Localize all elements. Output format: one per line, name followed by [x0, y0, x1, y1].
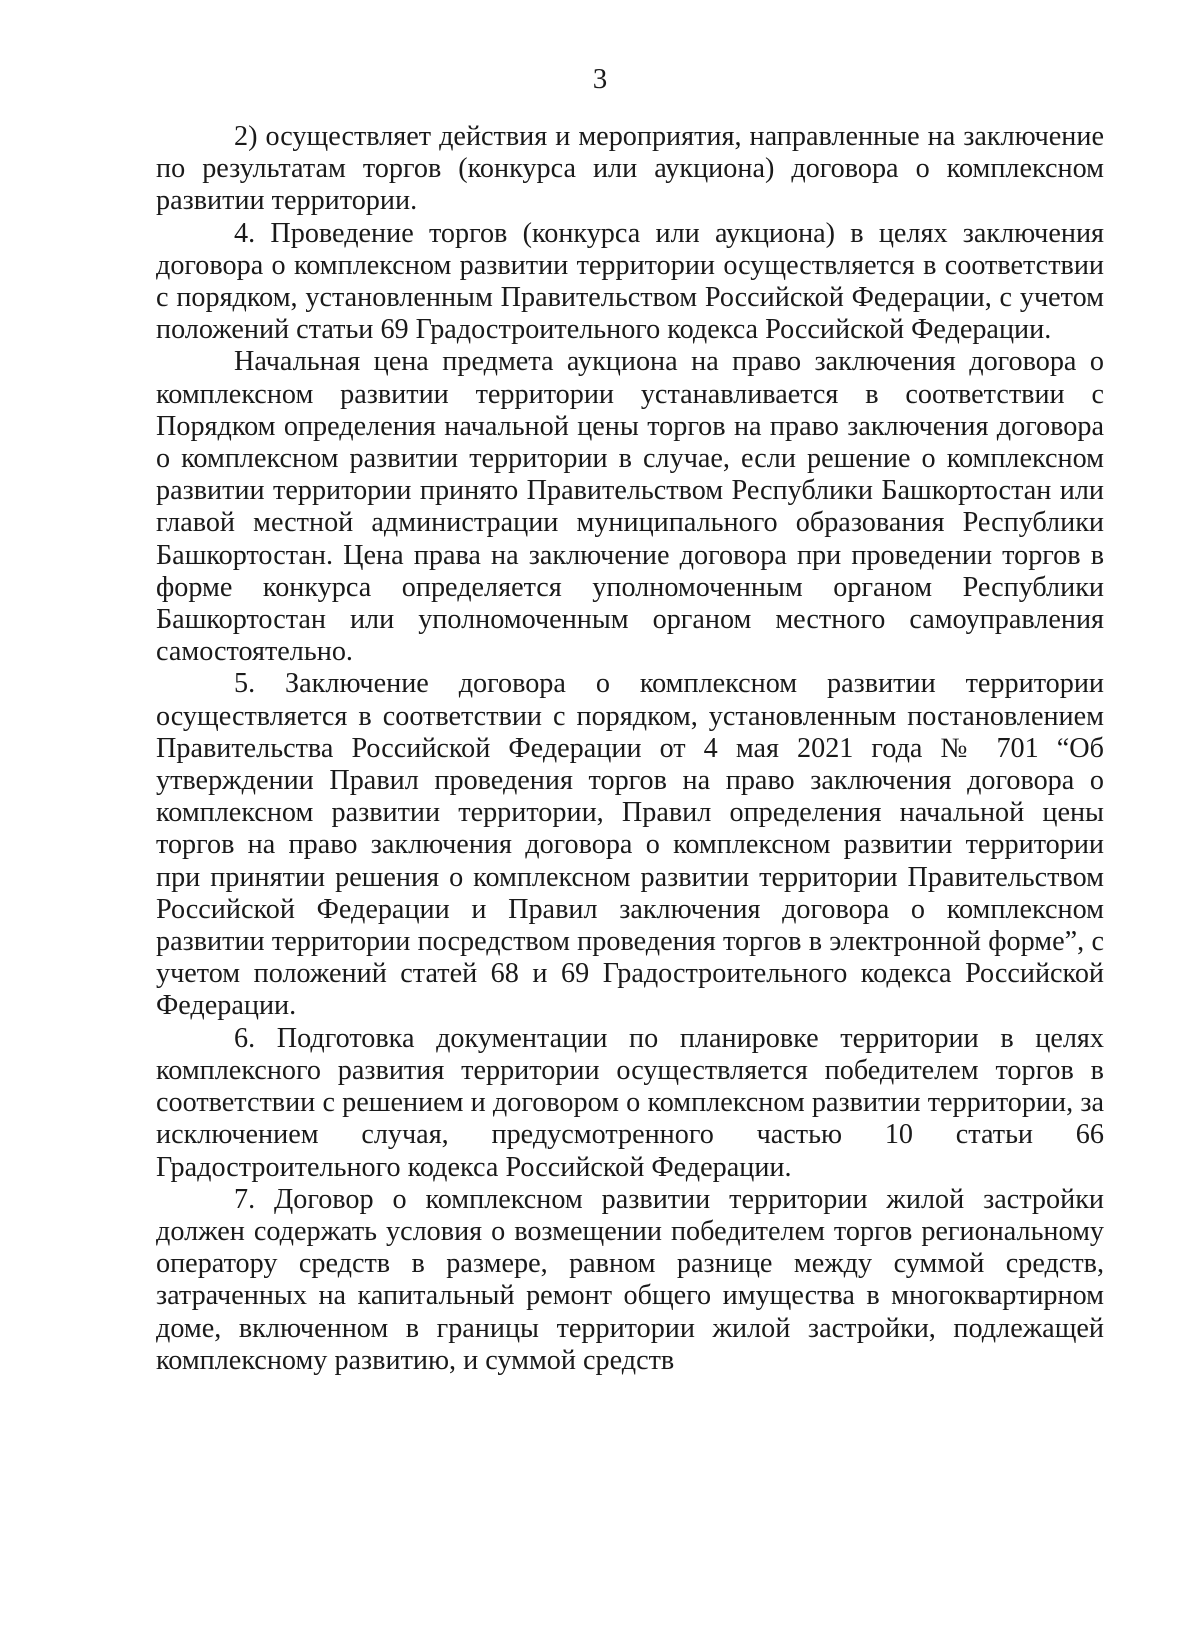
paragraph-clause-4: 4. Проведение торгов (конкурса или аукциона) в целях заключения договора о комплексном развитии территории осуществляется в соответствии с порядком, установленным Правительством Российской Федерации, с учетом положений статьи 69 Градостроительного кодекса Российской Федерации. — [156, 217, 1104, 346]
paragraph-item-2: 2) осуществляет действия и мероприятия, направленные на заключение по результатам торгов (конкурса или аукциона) договора о комплексном развитии территории. — [156, 121, 1104, 217]
page-number: 3 — [592, 63, 608, 95]
paragraph-initial-price: Начальная цена предмета аукциона на право заключения договора о комплексном развитии территории устанавливается в соответствии с Порядком определения начальной цены торгов на право заключения договора о комплексном развитии территории в случае, если решение о комплексном развитии территории принято Правительством Республики Башкортостан или главой местной администрации муниципального образования Республики Башкортостан. Цена права на заключение договора при проведении торгов в форме конкурса определяется уполномоченным органом Республики Башкортостан или уполномоченным органом местного самоуправления самостоятельно. — [156, 346, 1104, 668]
paragraph-clause-6: 6. Подготовка документации по планировке территории в целях комплексного развития территории осуществляется победителем торгов в соответствии с решением и договором о комплексном развитии территории, за исключением случая, предусмотренного частью 10 статьи 66 Градостроительного кодекса Российской Федерации. — [156, 1022, 1104, 1183]
paragraph-clause-5: 5. Заключение договора о комплексном развитии территории осуществляется в соответствии с порядком, установленным постановлением Правительства Российской Федерации от 4 мая 2021 года № 701 “Об утверждении Правил проведения торгов на право заключения договора о комплексном развитии территории, Правил определения начальной цены торгов на право заключения договора о комплексном развитии территории при принятии решения о комплексном развитии территории Правительством Российской Федерации и Правил заключения договора о комплексном развитии территории посредством проведения торгов в электронной форме”, с учетом положений статей 68 и 69 Градостроительного кодекса Российской Федерации. — [156, 668, 1104, 1022]
paragraph-clause-7: 7. Договор о комплексном развитии территории жилой застройки должен содержать условия о возмещении победителем торгов региональному оператору средств в размере, равном разнице между суммой средств, затраченных на капитальный ремонт общего имущества в многоквартирном доме, включенном в границы территории жилой застройки, подлежащей комплексному развитию, и суммой средств — [156, 1183, 1104, 1376]
document-body — [156, 121, 1104, 1377]
